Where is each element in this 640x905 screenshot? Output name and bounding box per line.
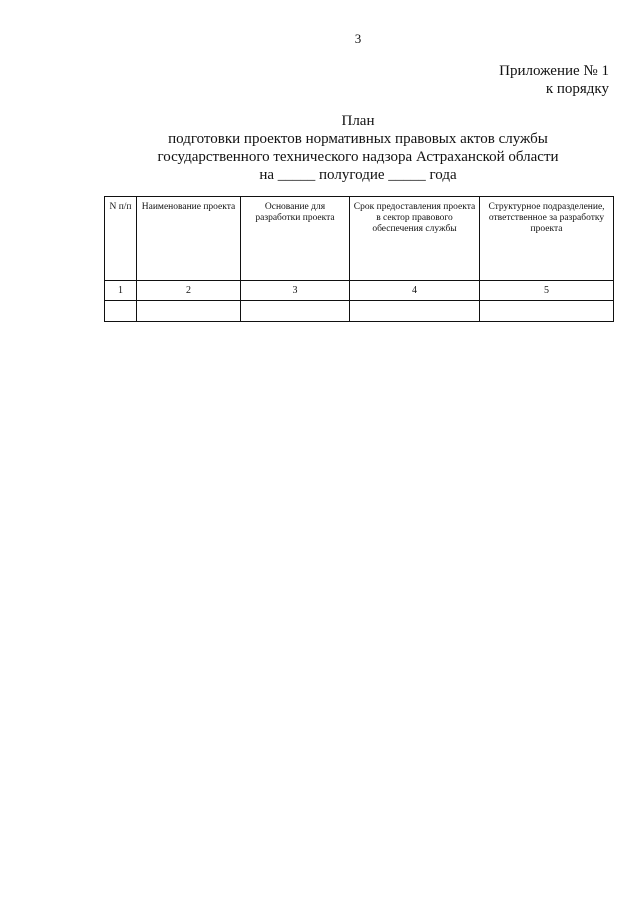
empty-cell: [105, 301, 137, 322]
table-header-row: [105, 197, 614, 281]
table-row: [105, 281, 614, 301]
empty-cell: [480, 301, 614, 322]
title-line-1: План: [341, 113, 375, 129]
title-line-3: государственного технического надзора Астраханской области: [157, 149, 559, 165]
header-number: N п/п: [105, 197, 137, 281]
title-line-2: подготовки проектов нормативных правовых актов службы: [168, 131, 548, 147]
empty-cell: [350, 301, 480, 322]
column-number-4: 4: [350, 281, 480, 301]
header-responsible-unit: Структурное подразделение, ответственное за разработку проекта: [480, 197, 614, 281]
column-number-2: 2: [137, 281, 241, 301]
column-number-5: 5: [480, 281, 614, 301]
document-title: [0, 112, 640, 184]
title-line-4: на _____ полугодие _____ года: [259, 167, 457, 183]
plan-table: [104, 196, 614, 322]
appendix-line-1: Приложение № 1: [499, 63, 609, 79]
empty-cell: [241, 301, 350, 322]
column-number-3: 3: [241, 281, 350, 301]
column-number-1: 1: [105, 281, 137, 301]
empty-cell: [137, 301, 241, 322]
table-row: [105, 301, 614, 322]
header-basis: Основание для разработки проекта: [241, 197, 350, 281]
appendix-label: [499, 62, 609, 98]
header-project-name: Наименование проекта: [137, 197, 241, 281]
page-number: 3: [354, 31, 362, 46]
appendix-line-2: к порядку: [545, 81, 609, 97]
header-deadline: Срок предоставления проекта в сектор правового обеспечения службы: [350, 197, 480, 281]
